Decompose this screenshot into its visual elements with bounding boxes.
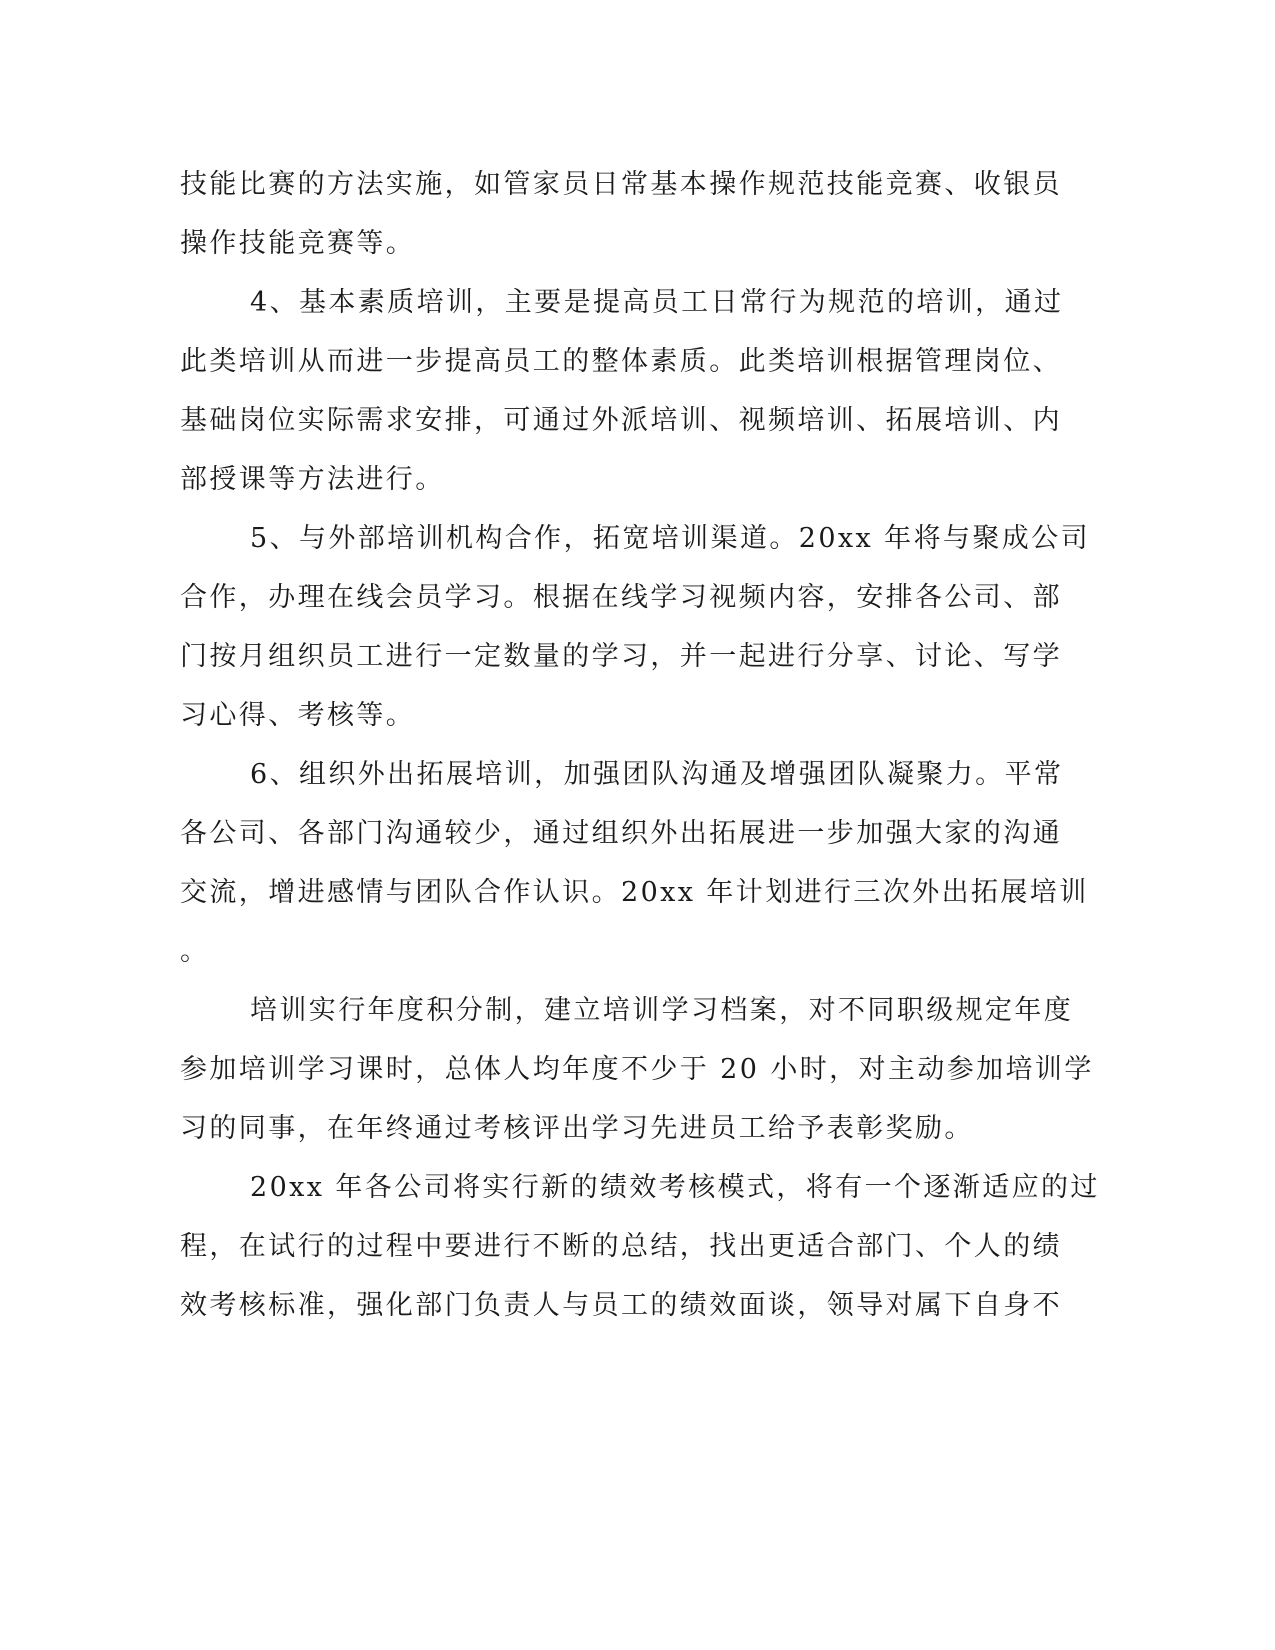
text-line: 参加培训学习课时，总体人均年度不少于 20 小时，对主动参加培训学: [180, 1054, 1094, 1085]
text-line: 基础岗位实际需求安排，可通过外派培训、视频培训、拓展培训、内: [180, 405, 1062, 436]
text-line: 交流，增进感情与团队合作认识。20xx 年计划进行三次外出拓展培训: [180, 877, 1089, 908]
paragraph-start-line: 培训实行年度积分制，建立培训学习档案，对不同职级规定年度: [250, 995, 1074, 1026]
text-line: 习心得、考核等。: [180, 700, 416, 731]
paragraph-start-line: 5、与外部培训机构合作，拓宽培训渠道。20xx 年将与聚成公司: [250, 523, 1090, 554]
text-line: 效考核标准，强化部门负责人与员工的绩效面谈，领导对属下自身不: [180, 1290, 1062, 1321]
text-line: 此类培训从而进一步提高员工的整体素质。此类培训根据管理岗位、: [180, 346, 1062, 377]
document-body: [180, 155, 1100, 1335]
text-line: 习的同事，在年终通过考核评出学习先进员工给予表彰奖励。: [180, 1113, 974, 1144]
text-line: 各公司、各部门沟通较少，通过组织外出拓展进一步加强大家的沟通: [180, 818, 1062, 849]
text-line: 程，在试行的过程中要进行不断的总结，找出更适合部门、个人的绩: [180, 1231, 1062, 1262]
text-line: 技能比赛的方法实施，如管家员日常基本操作规范技能竞赛、收银员: [180, 169, 1062, 200]
text-line: 。: [180, 936, 210, 967]
paragraph-start-line: 4、基本素质培训，主要是提高员工日常行为规范的培训，通过: [250, 287, 1064, 318]
text-line: 门按月组织员工进行一定数量的学习，并一起进行分享、讨论、写学: [180, 641, 1062, 672]
paragraph-start-line: 6、组织外出拓展培训，加强团队沟通及增强团队凝聚力。平常: [250, 759, 1064, 790]
paragraph-start-line: 20xx 年各公司将实行新的绩效考核模式，将有一个逐渐适应的过: [250, 1172, 1100, 1203]
text-line: 合作，办理在线会员学习。根据在线学习视频内容，安排各公司、部: [180, 582, 1062, 613]
text-line: 部授课等方法进行。: [180, 464, 445, 495]
text-line: 操作技能竞赛等。: [180, 228, 416, 259]
